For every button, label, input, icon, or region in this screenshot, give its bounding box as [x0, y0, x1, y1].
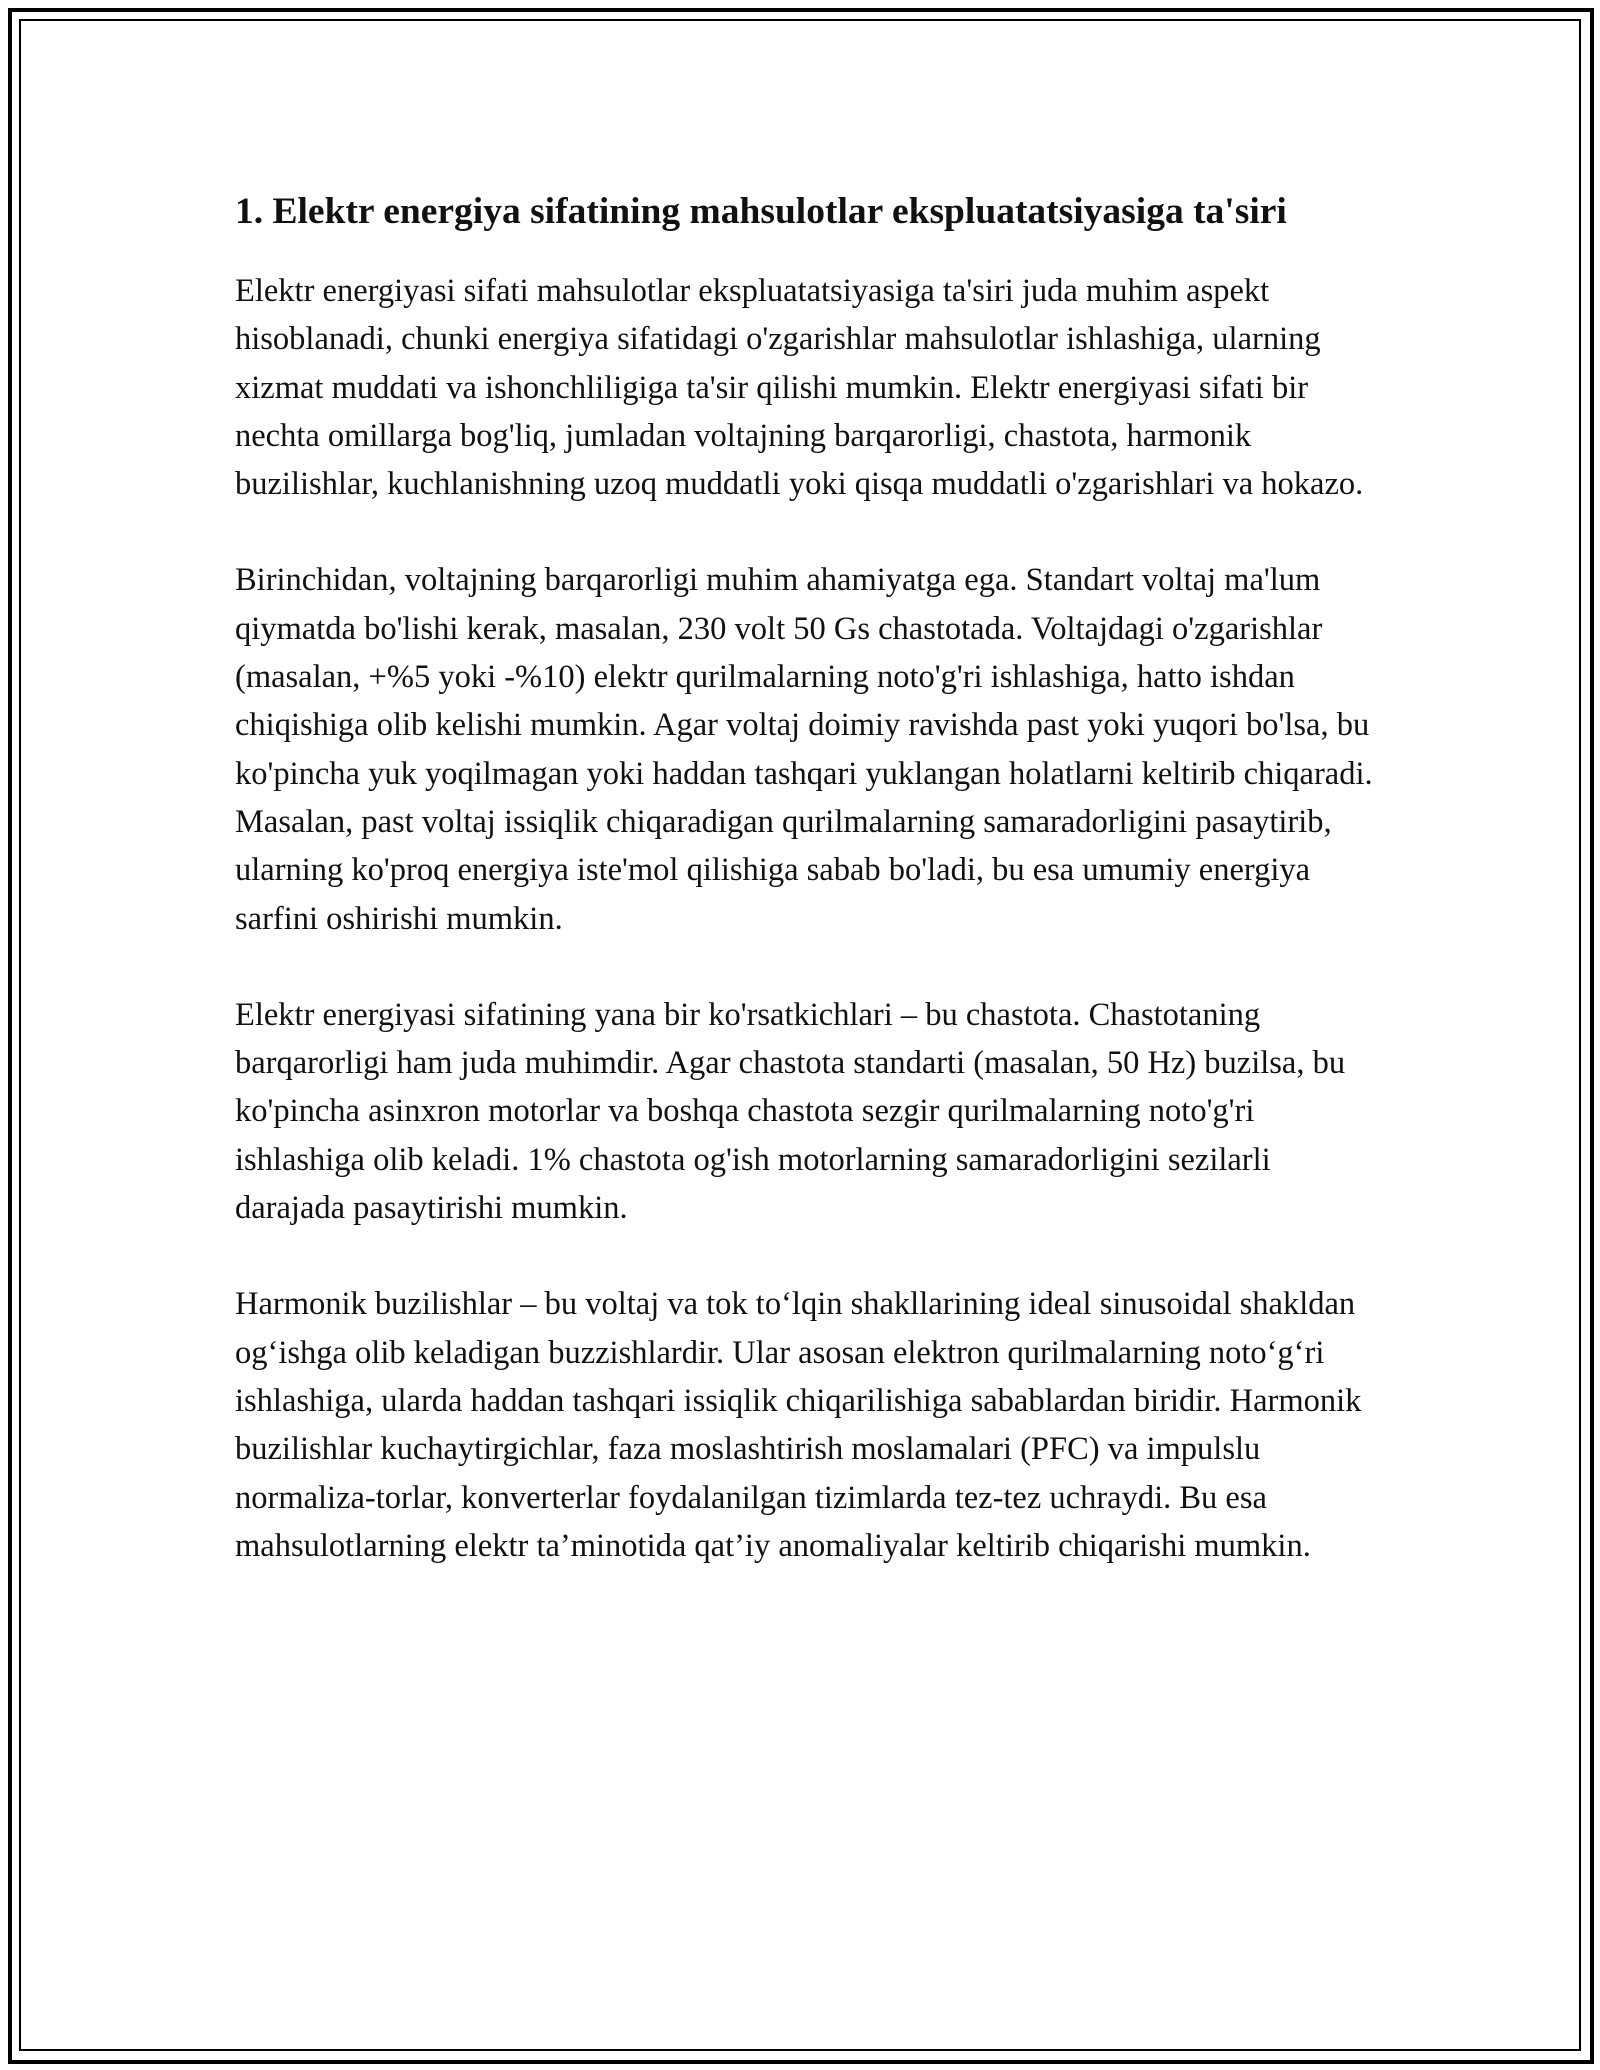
paragraph-frequency: Elektr energiyasi sifatining yana bir ko'rsatkichlari – bu chastota. Chastotaning barqarorligi ham juda muhimdir. Agar chastota standarti (masalan, 50 Hz) buzilsa, bu ko'pincha asinxron motorlar va boshqa chastota sezgir qurilmalarning noto'g'ri ishlashiga olib keladi. 1% chastota og'ish motorlarning samaradorligini sezilarli darajada pasaytirishi mumkin. — [235, 996, 1346, 1227]
paragraph-harmonics: Harmonik buzilishlar – bu voltaj va tok to‘lqin shakllarining ideal sinusoidal shakldan og‘ishga olib keladigan buzzishlardir. Ular asosan elektron qurilmalarning noto‘g‘ri ishlashiga, ularda haddan tashqari issiqlik chiqarilishiga sabablardan biridir. Harmonik buzilishlar kuchaytirgichlar, faza moslashtirish moslamalari (PFC) va impulslu normaliza-torlar, konverterlar foydalanilgan tizimlarda tez-tez uchraydi. Bu esa mahsulotlarning elektr ta’minotida qat’iy anomaliyalar keltirib chiqarishi mumkin. — [235, 1286, 1362, 1564]
section-title: 1. Elektr energiya sifatining mahsulotlar ekspluatatsiyasiga ta'siri — [235, 191, 1287, 232]
paragraph-voltage: Birinchidan, voltajning barqarorligi muhim ahamiyatga ega. Standart voltaj ma'lum qiymatda bo'lishi kerak, masalan, 230 volt 50 Gs chastotada. Voltajdagi o'zgarishlar (masalan, +%5 yoki -%10) elektr qurilmalarning noto'g'ri ishlashiga, hatto ishdan chiqishiga olib kelishi mumkin. Agar voltaj doimiy ravishda past yoki yuqori bo'lsa, bu ko'pincha yuk yoqilmagan yoki haddan tashqari yuklangan holatlarni keltirib chiqaradi. Masalan, past voltaj issiqlik chiqaradigan qurilmalarning samaradorligini pasaytirib, ularning ko'proq energiya iste'mol qilishiga sabab bo'ladi, bu esa umumiy energiya sarfini oshirishi mumkin. — [235, 562, 1373, 937]
paragraph-intro: Elektr energiyasi sifati mahsulotlar ekspluatatsiyasiga ta'siri juda muhim aspekt hisoblanadi, chunki energiya sifatidagi o'zgarishlar mahsulotlar ishlashiga, ularning xizmat muddati va ishonchliligiga ta'sir qilishi mumkin. Elektr energiyasi sifati bir nechta omillarga bog'liq, jumladan voltajning barqarorligi, chastota, harmonik buzilishlar, kuchlanishning uzoq muddatli yoki qisqa muddatli o'zgarishlari va hokazo. — [235, 273, 1364, 503]
document-body — [235, 184, 1380, 1570]
